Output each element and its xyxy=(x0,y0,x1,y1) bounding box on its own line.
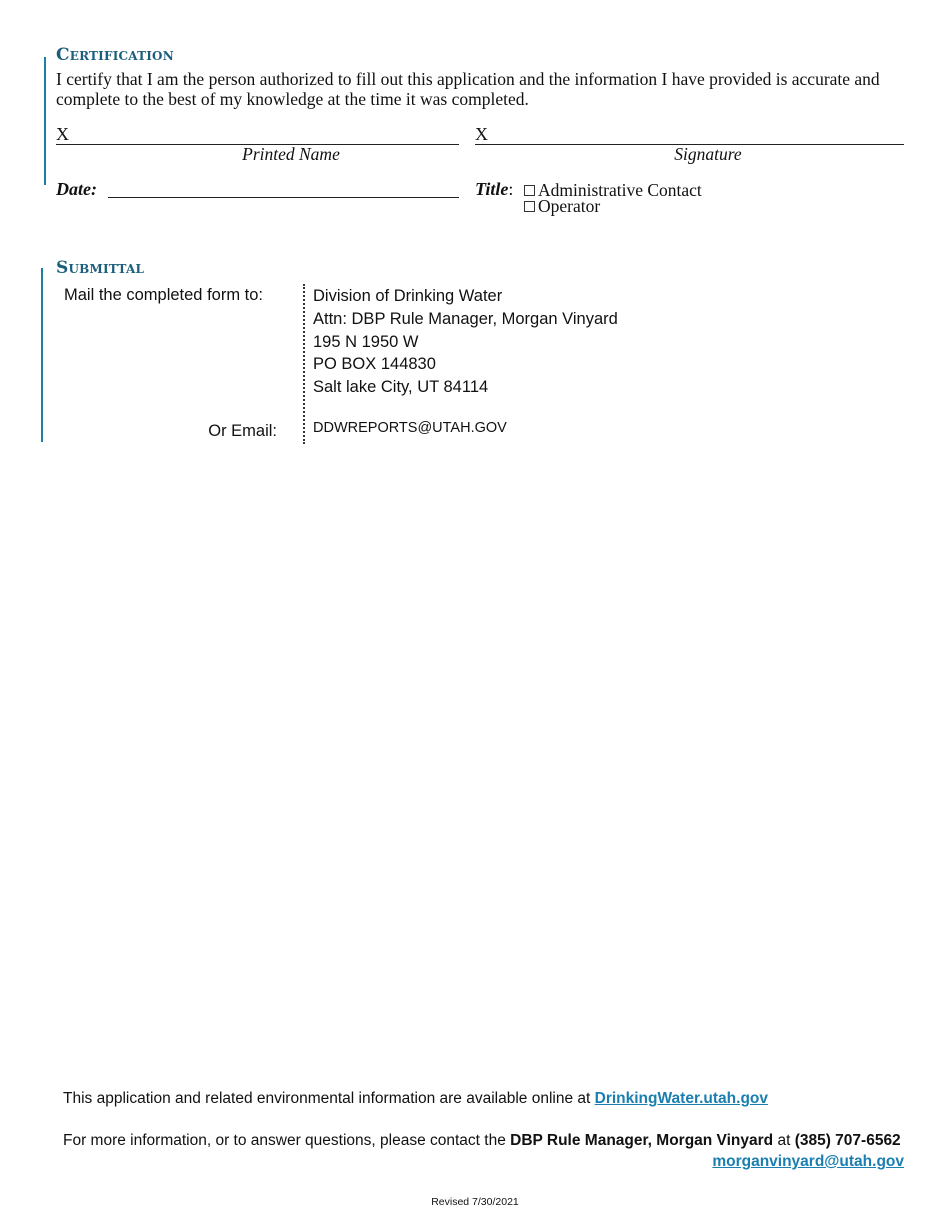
address-line: Division of Drinking Water xyxy=(313,287,503,305)
drinkingwater-link[interactable]: DrinkingWater.utah.gov xyxy=(594,1090,769,1107)
address-line: Salt lake City, UT 84114 xyxy=(313,378,489,397)
footer-contact-at: at xyxy=(773,1132,795,1149)
title-label xyxy=(475,179,513,200)
footer-online-text: This application and related environmental information are available online at xyxy=(63,1090,595,1107)
certification-heading: Certification xyxy=(56,45,174,65)
submittal-email: DDWREPORTS@UTAH.GOV xyxy=(313,420,507,436)
title-label-text: Title xyxy=(475,179,509,199)
footer-online-info xyxy=(63,1090,768,1108)
title-option-operator[interactable] xyxy=(524,197,600,215)
footer-contact-text: For more information, or to answer questions, please contact the xyxy=(63,1132,511,1149)
address-line: 195 N 1950 W xyxy=(313,332,419,351)
signature-x-marker: X xyxy=(475,124,488,144)
date-label: Date: xyxy=(56,179,97,199)
revised-date: Revised 7/30/2021 xyxy=(431,1196,519,1208)
email-label: Or Email: xyxy=(208,422,277,440)
certification-statement: I certify that I am the person authorized to fill out this application and the information I have provided is accurate and complete to the best of my knowledge at the time it was completed. xyxy=(56,69,880,109)
certification-accent-bar xyxy=(44,57,46,185)
date-field[interactable] xyxy=(108,197,459,198)
title-separator: : xyxy=(508,179,514,199)
submittal-heading: Submittal xyxy=(56,258,145,278)
submittal-accent-bar xyxy=(41,268,43,442)
address-line: Attn: DBP Rule Manager, Morgan Vinyard xyxy=(313,309,618,328)
footer-contact-phone: (385) 707-6562 xyxy=(794,1132,901,1149)
title-option-label: Administrative Contact xyxy=(538,180,702,200)
checkbox-icon[interactable] xyxy=(524,201,535,212)
printed-name-x-marker: X xyxy=(56,124,69,144)
footer-contact-name: DBP Rule Manager, Morgan Vinyard xyxy=(510,1132,774,1149)
signature-caption: Signature xyxy=(674,144,742,164)
checkbox-icon[interactable] xyxy=(524,185,535,196)
mailing-address xyxy=(313,285,618,399)
address-line: PO BOX 144830 xyxy=(313,355,436,374)
title-option-label: Operator xyxy=(538,196,601,216)
footer-contact-info xyxy=(63,1132,904,1150)
submittal-divider xyxy=(303,284,305,444)
footer-contact-email-row xyxy=(63,1153,904,1171)
printed-name-field[interactable] xyxy=(56,124,459,145)
mail-label: Mail the completed form to: xyxy=(64,286,263,304)
contact-email-link[interactable]: morganvinyard@utah.gov xyxy=(712,1153,904,1170)
printed-name-caption: Printed Name xyxy=(242,144,340,164)
signature-field[interactable] xyxy=(475,124,904,145)
